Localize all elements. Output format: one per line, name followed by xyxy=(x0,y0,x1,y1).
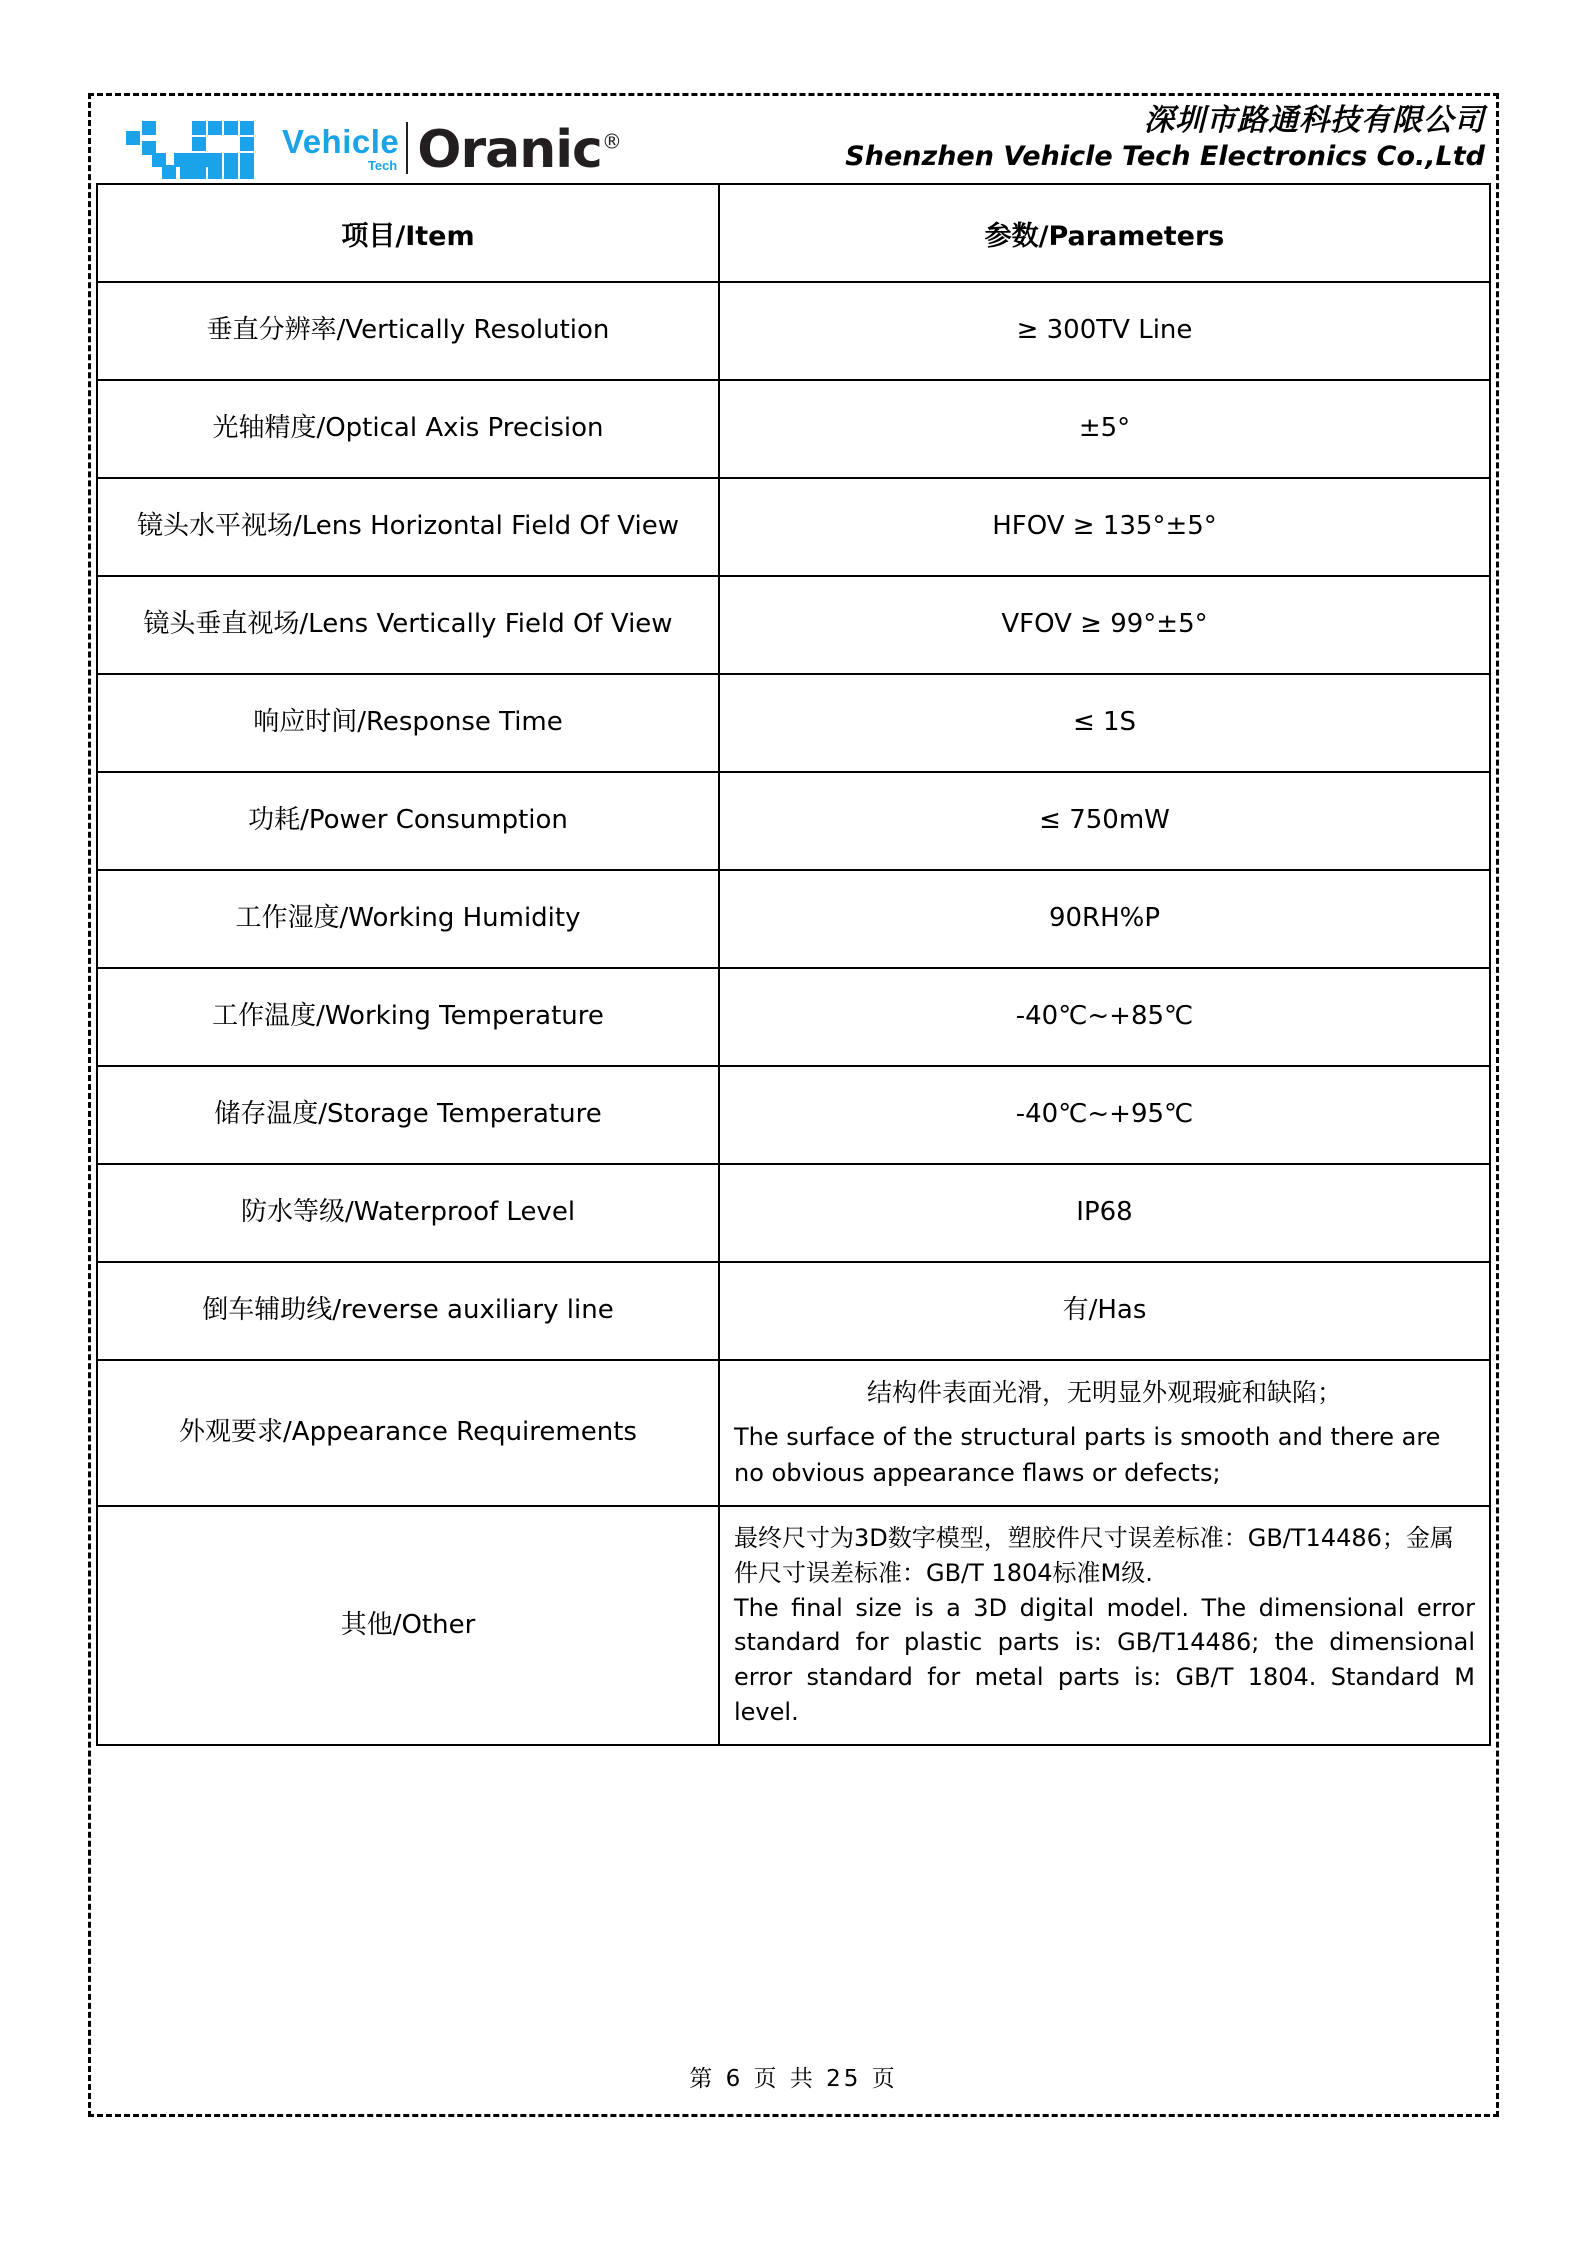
table-cell-item xyxy=(97,1506,719,1745)
table-row xyxy=(97,772,1490,870)
registered-trademark-icon: ® xyxy=(601,129,621,154)
table-cell-item xyxy=(97,1066,719,1164)
item-label: 镜头垂直视场/Lens Vertically Field Of View xyxy=(143,609,673,640)
table-row xyxy=(97,870,1490,968)
table-cell-parameter xyxy=(719,380,1490,478)
page-content xyxy=(96,101,1491,2109)
oranic-text: Oranic xyxy=(417,120,602,180)
vehicle-tech-wordmark xyxy=(282,122,400,173)
vt-pixel-logo-icon xyxy=(118,117,278,179)
item-label: 光轴精度/Optical Axis Precision xyxy=(212,413,604,444)
parameter-value: HFOV ≥ 135°±5° xyxy=(992,511,1217,542)
table-row xyxy=(97,282,1490,380)
other-text-en: The final size is a 3D digital model. The dimensional error standard for plastic parts is: GB/T14486; the dimensional error standard for metal parts is: GB/T 1804. Standard M level. xyxy=(734,1593,1475,1726)
table-row xyxy=(97,380,1490,478)
table-row-other xyxy=(97,1506,1490,1745)
table-row xyxy=(97,674,1490,772)
item-label: 防水等级/Waterproof Level xyxy=(240,1197,576,1228)
item-label: 工作温度/Working Temperature xyxy=(212,1001,604,1032)
table-cell-parameter xyxy=(719,1066,1490,1164)
company-name-cn: 深圳市路通科技有限公司 xyxy=(1144,103,1485,138)
logo-divider xyxy=(406,122,408,174)
specification-table xyxy=(96,183,1491,1746)
table-header-row xyxy=(97,184,1490,282)
table-row xyxy=(97,968,1490,1066)
table-cell-parameter xyxy=(719,1506,1490,1745)
parameter-value: -40℃~+95℃ xyxy=(1015,1099,1194,1130)
table-cell-item xyxy=(97,478,719,576)
table-cell-item xyxy=(97,282,719,380)
table-cell-parameter xyxy=(719,478,1490,576)
table-row xyxy=(97,1066,1490,1164)
item-label: 垂直分辨率/Vertically Resolution xyxy=(206,315,610,346)
column-header-item: 项目/Item xyxy=(341,220,475,252)
appearance-text-cn: 结构件表面光滑，无明显外观瑕疵和缺陷； xyxy=(866,1378,1342,1407)
item-label: 镜头水平视场/Lens Horizontal Field Of View xyxy=(137,511,679,542)
table-header-cell-param xyxy=(719,184,1490,282)
company-name-en: Shenzhen Vehicle Tech Electronics Co.,Ltd xyxy=(845,141,1485,173)
appearance-text-en: The surface of the structural parts is smooth and there are no obvious appearance flaws or defects; xyxy=(734,1423,1441,1487)
table-cell-parameter xyxy=(719,674,1490,772)
column-header-parameters: 参数/Parameters xyxy=(984,220,1225,252)
vehicle-word: Vehicle xyxy=(282,122,400,160)
parameter-value: ±5° xyxy=(1078,413,1131,444)
table-cell-item xyxy=(97,1262,719,1360)
parameter-value: 有/Has xyxy=(1062,1295,1147,1326)
table-cell-parameter xyxy=(719,282,1490,380)
company-name-block xyxy=(845,101,1491,173)
table-row-appearance xyxy=(97,1360,1490,1506)
page-footer xyxy=(96,2060,1491,2093)
table-cell-item xyxy=(97,870,719,968)
parameter-value: 90RH%P xyxy=(1048,903,1161,934)
parameter-value: ≥ 300TV Line xyxy=(1016,315,1193,346)
page-number-text: 第 6 页 共 25 页 xyxy=(689,2066,898,2092)
table-cell-item xyxy=(97,1164,719,1262)
parameter-value: IP68 xyxy=(1076,1197,1133,1228)
oranic-wordmark xyxy=(417,120,621,180)
table-cell-parameter xyxy=(719,1360,1490,1506)
table-cell-parameter xyxy=(719,1164,1490,1262)
parameter-value: VFOV ≥ 99°±5° xyxy=(1001,609,1208,640)
table-cell-item xyxy=(97,576,719,674)
item-label: 响应时间/Response Time xyxy=(253,707,563,738)
item-label: 储存温度/Storage Temperature xyxy=(214,1099,602,1130)
parameter-value: -40℃~+85℃ xyxy=(1015,1001,1194,1032)
table-cell-item xyxy=(97,674,719,772)
item-label: 工作湿度/Working Humidity xyxy=(235,903,581,934)
table-row xyxy=(97,1262,1490,1360)
table-cell-parameter xyxy=(719,772,1490,870)
other-text-cn: 最终尺寸为3D数字模型，塑胶件尺寸误差标准：GB/T14486；金属件尺寸误差标准：GB/T 1804标准M级. xyxy=(734,1524,1454,1587)
item-label: 外观要求/Appearance Requirements xyxy=(179,1417,637,1448)
item-label: 其他/Other xyxy=(340,1609,476,1640)
table-cell-parameter xyxy=(719,1262,1490,1360)
document-header xyxy=(96,101,1491,183)
company-logo xyxy=(96,101,621,179)
table-cell-item xyxy=(97,968,719,1066)
table-row xyxy=(97,1164,1490,1262)
table-cell-parameter xyxy=(719,968,1490,1066)
item-label: 倒车辅助线/reverse auxiliary line xyxy=(202,1295,614,1326)
table-cell-item xyxy=(97,772,719,870)
table-cell-item xyxy=(97,1360,719,1506)
table-cell-parameter xyxy=(719,870,1490,968)
table-row xyxy=(97,478,1490,576)
parameter-value: ≤ 1S xyxy=(1072,707,1137,738)
table-row xyxy=(97,576,1490,674)
table-cell-item xyxy=(97,380,719,478)
parameter-value: ≤ 750mW xyxy=(1039,805,1170,836)
table-cell-parameter xyxy=(719,576,1490,674)
item-label: 功耗/Power Consumption xyxy=(248,805,568,836)
tech-word: Tech xyxy=(367,157,398,173)
table-header-cell-item xyxy=(97,184,719,282)
